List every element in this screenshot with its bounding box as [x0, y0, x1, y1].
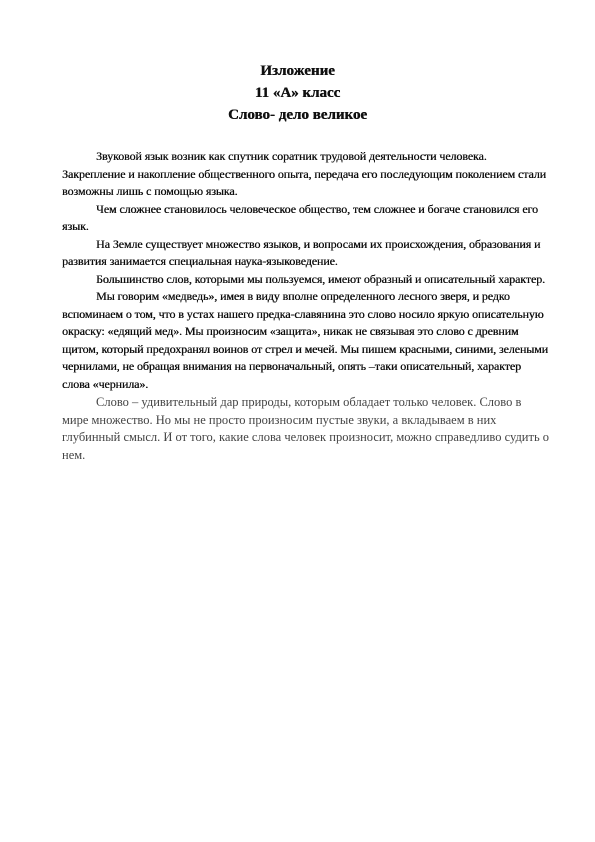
paragraph-4: Большинство слов, которыми мы пользуемся, имеют образный и описательный характер. [96, 271, 545, 286]
paragraph-3: На Земле существует множество языков, и вопросами их происхождения, образования и развития занимается специальная наука-языковедение. [62, 236, 541, 268]
document-subtitle: Слово- дело великое [228, 107, 367, 123]
class-label: 11 «А» класс [254, 85, 341, 101]
document-body [62, 148, 550, 464]
paragraph-5: Мы говорим «медведь», имея в виду вполне определенного лесного зверя, и редко вспоминаем о том, что в устах нашего предка-славянина это слово носило яркую описательную окраску: «едящий мед». Мы произносим «защита», никак не связывая это слово с древним щитом, который предохранял воинов от стрел и мечей. Мы пишем красными, синими, зелеными чернилами, не обращая внимания на первоначальный, опять –таки описательный, характер слова «чернила». [62, 289, 548, 391]
title-block [0, 60, 595, 126]
document-title: Изложение [260, 63, 335, 79]
paragraph-6: Слово – удивительный дар природы, которым обладает только человек. Слово в мире множество. Но мы не просто произносим пустые звуки, а вкладываем в них глубинный смысл. И от того, какие слова человек произносит, можно справедливо судить о нем. [62, 395, 550, 462]
paragraph-1: Звуковой язык возник как спутник соратник трудовой деятельности человека. Закрепление и накопление общественного опыта, передача его последующим поколением стали возможны лишь с помощью языка. [62, 149, 546, 198]
paragraph-2: Чем сложнее становилось человеческое общество, тем сложнее и богаче становился его язык. [62, 201, 538, 233]
